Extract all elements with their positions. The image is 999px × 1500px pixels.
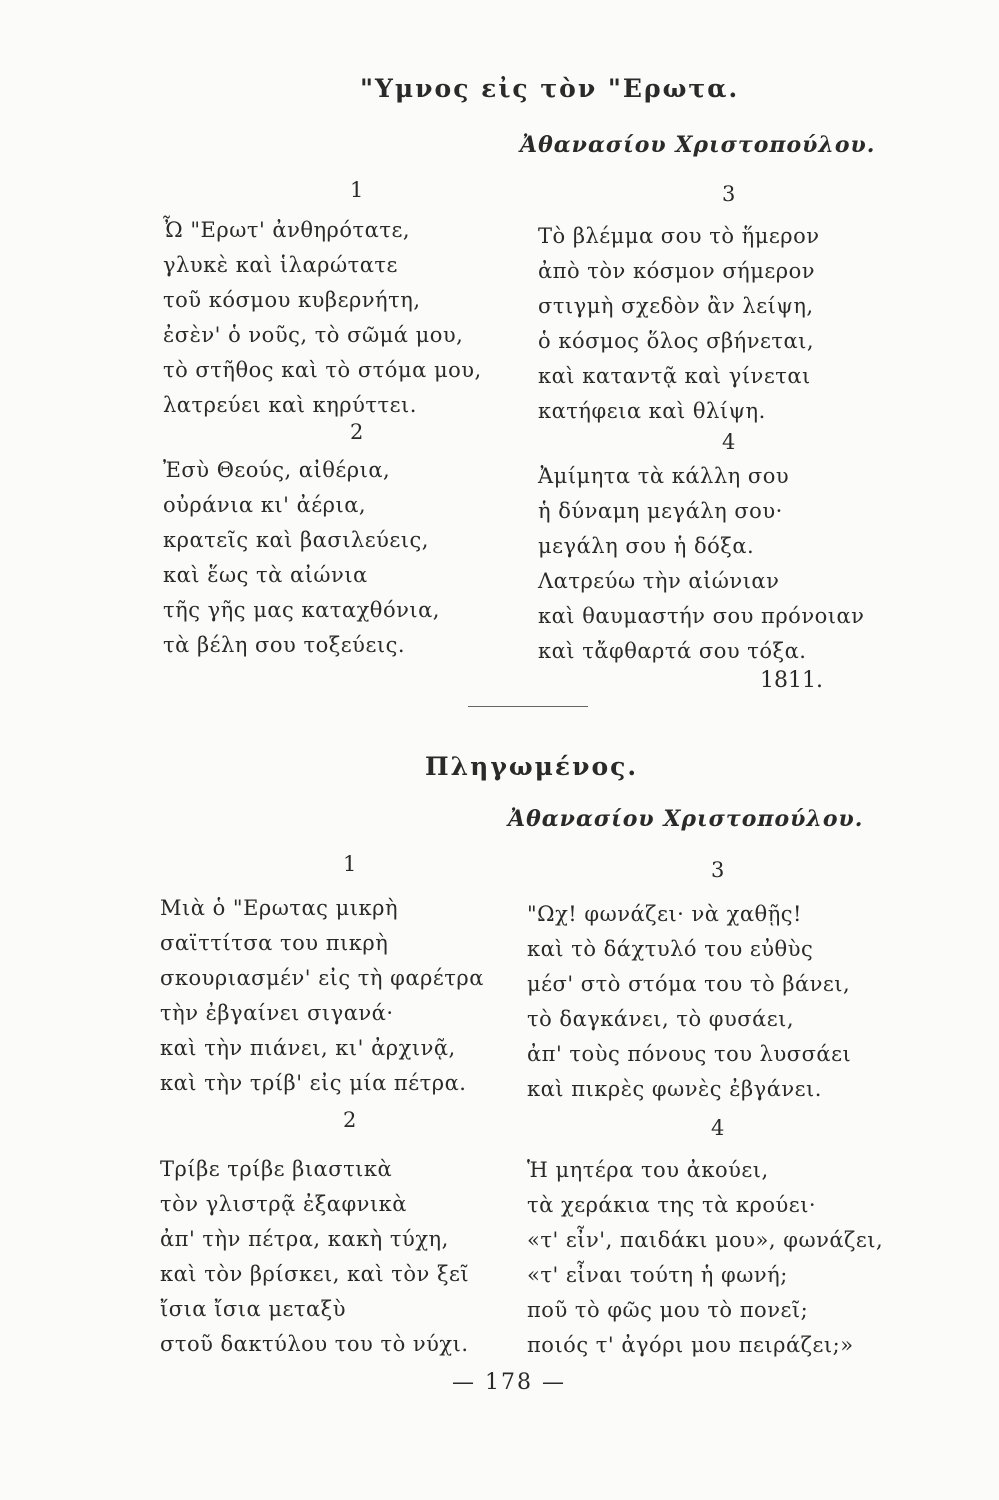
verse-line: μεγάλη σου ἡ δόξα. — [538, 534, 755, 558]
verse-line: ἡ δύναμη μεγάλη σου· — [538, 499, 783, 523]
verse-line: καὶ τὸ δάχτυλό του εὐθὺς — [527, 937, 814, 961]
verse-line: τὸ δαγκάνει, τὸ φυσάει, — [527, 1007, 795, 1031]
verse-line: Ὦ "Ερωτ' ἀνθηρότατε, — [163, 218, 411, 242]
verse-line: κατήφεια καὶ θλίψη. — [538, 399, 766, 423]
verse-line: Μιὰ ὁ "Ερωτας μικρὴ — [160, 896, 399, 920]
verse-line: ὁ κόσμος ὅλος σβήνεται, — [538, 329, 815, 353]
verse-line: καὶ τἄφθαρτά σου τόξα. — [538, 639, 807, 663]
verse-line: σαϊττίτσα του πικρὴ — [160, 931, 389, 955]
poem1-stanza3-number: 3 — [722, 182, 736, 206]
poem2-stanza1 — [160, 891, 484, 1101]
verse-line: καὶ τὸν βρίσκει, καὶ τὸν ξεῖ — [160, 1262, 470, 1286]
verse-line: «τ' εἶν', παιδάκι μου», φωνάζει, — [527, 1228, 884, 1252]
verse-line: Ἡ μητέρα του ἀκούει, — [527, 1158, 769, 1182]
verse-line: γλυκὲ καὶ ἱλαρώτατε — [163, 253, 398, 277]
poem1-stanza1-number: 1 — [350, 178, 364, 202]
page-number: — 178 — — [452, 1370, 566, 1395]
verse-line: καὶ τὴν πιάνει, κι' ἀρχινᾷ, — [160, 1036, 456, 1060]
verse-line: μέσ' στὸ στόμα του τὸ βάνει, — [527, 972, 851, 996]
section-divider — [468, 706, 588, 707]
verse-line: ποιός τ' ἀγόρι μου πειράζει;» — [527, 1333, 854, 1357]
poem2-stanza2-number: 2 — [343, 1108, 357, 1132]
verse-line: καὶ τὴν τρίβ' εἰς μία πέτρα. — [160, 1071, 467, 1095]
verse-line: τῆς γῆς μας καταχθόνια, — [163, 598, 440, 622]
poem1-author: Ἀθανασίου Χριστοπούλου. — [520, 132, 876, 158]
poem1-stanza3 — [538, 219, 820, 429]
verse-line: καὶ ἕως τὰ αἰώνια — [163, 563, 368, 587]
poem1-stanza4 — [538, 459, 864, 669]
verse-line: κρατεῖς καὶ βασιλεύεις, — [163, 528, 429, 552]
verse-line: τὴν ἐβγαίνει σιγανά· — [160, 1001, 394, 1025]
verse-line: στιγμὴ σχεδὸν ἂν λείψη, — [538, 294, 814, 318]
poem1-year: 1811. — [760, 668, 823, 693]
verse-line: τὸ στῆθος καὶ τὸ στόμα μου, — [163, 358, 482, 382]
verse-line: καὶ θαυμαστήν σου πρόνοιαν — [538, 604, 865, 628]
verse-line: Ἐσὺ Θεούς, αἰθέρια, — [163, 458, 391, 482]
verse-line: «τ' εἶναι τούτη ἡ φωνή; — [527, 1263, 788, 1287]
verse-line: οὐράνια κι' ἀέρια, — [163, 493, 367, 517]
verse-line: "Ωχ! φωνάζει· νὰ χαθῇς! — [527, 902, 802, 926]
poem1-stanza2-number: 2 — [350, 420, 364, 444]
verse-line: ποῦ τὸ φῶς μου τὸ πονεῖ; — [527, 1298, 809, 1322]
poem1-stanza2 — [163, 453, 440, 663]
verse-line: τοῦ κόσμου κυβερνήτη, — [163, 288, 421, 312]
verse-line: τὰ βέλη σου τοξεύεις. — [163, 633, 406, 657]
poem2-stanza3-number: 3 — [711, 858, 725, 882]
poem1-title: "Υμνος εἰς τὸν "Ερωτα. — [360, 74, 740, 103]
verse-line: καὶ καταντᾷ καὶ γίνεται — [538, 364, 811, 388]
verse-line: λατρεύει καὶ κηρύττει. — [163, 393, 417, 417]
verse-line: καὶ πικρὲς φωνὲς ἐβγάνει. — [527, 1077, 822, 1101]
verse-line: ἐσὲν' ὁ νοῦς, τὸ σῶμά μου, — [163, 323, 464, 347]
verse-line: ἀπ' τὴν πέτρα, κακὴ τύχη, — [160, 1227, 449, 1251]
verse-line: τὰ χεράκια της τὰ κρούει· — [527, 1193, 817, 1217]
verse-line: ἀπὸ τὸν κόσμον σήμερον — [538, 259, 816, 283]
verse-line: στοῦ δακτύλου του τὸ νύχι. — [160, 1332, 469, 1356]
poem1-stanza4-number: 4 — [722, 430, 736, 454]
verse-line: Ἀμίμητα τὰ κάλλη σου — [538, 464, 790, 488]
poem2-stanza3 — [527, 897, 851, 1107]
poem1-stanza1 — [163, 213, 482, 423]
poem2-title: Πληγωμένος. — [425, 752, 639, 781]
verse-line: Τρίβε τρίβε βιαστικὰ — [160, 1157, 393, 1181]
poem2-stanza4-number: 4 — [711, 1116, 725, 1140]
verse-line: σκουριασμέν' εἰς τὴ φαρέτρα — [160, 966, 484, 990]
verse-line: Τὸ βλέμμα σου τὸ ἥμερον — [538, 224, 820, 248]
poem2-stanza4 — [527, 1153, 883, 1363]
poem2-stanza2 — [160, 1152, 469, 1362]
verse-line: τὸν γλιστρᾷ ἐξαφνικὰ — [160, 1192, 407, 1216]
verse-line: Λατρεύω τὴν αἰώνιαν — [538, 569, 780, 593]
poem2-author: Ἀθανασίου Χριστοπούλου. — [508, 806, 864, 832]
verse-line: ἀπ' τοὺς πόνους του λυσσάει — [527, 1042, 852, 1066]
verse-line: ἴσια ἴσια μεταξὺ — [160, 1297, 346, 1321]
poem2-stanza1-number: 1 — [343, 852, 357, 876]
